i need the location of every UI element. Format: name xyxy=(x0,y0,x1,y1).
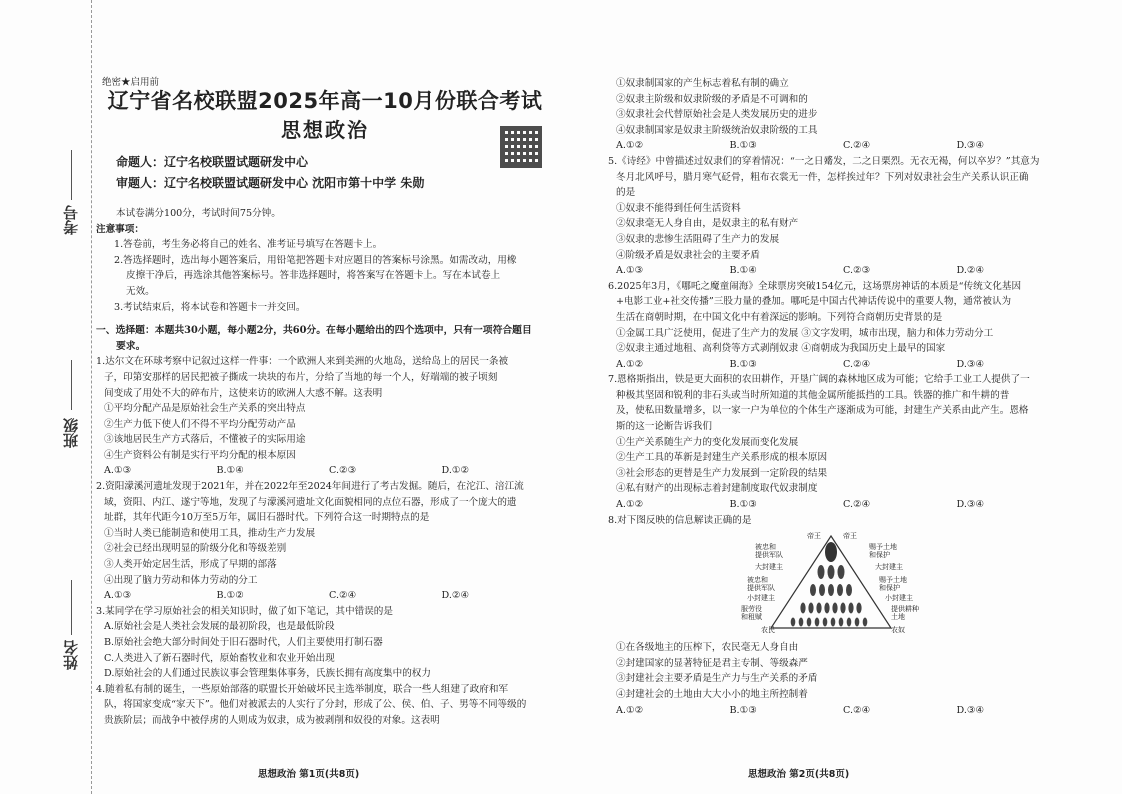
banji-label: 班级 xyxy=(62,418,80,448)
page-2 xyxy=(608,76,1070,718)
answer-choices xyxy=(608,138,1070,154)
section-heading-line: 要求。 xyxy=(116,340,146,352)
option-statement: B.原始社会绝大部分时间处于旧石器时代，人们主要使用打制石器 xyxy=(104,637,383,648)
question-line: 8.对下图反映的信息解读正确的是 xyxy=(608,514,752,526)
section-heading xyxy=(96,323,554,354)
choice-a: A.①② xyxy=(616,704,644,716)
choice-d: D.③④ xyxy=(956,358,985,370)
option-statement: ③社会形态的更替是生产力发展到一定阶段的结果 xyxy=(616,467,828,479)
answer-choices xyxy=(608,703,1070,719)
choice-d: D.②④ xyxy=(441,590,470,602)
footer-page-1: 思想政治 第1页(共8页) xyxy=(258,769,360,780)
option-statement: ①平均分配产品是原始社会生产关系的突出特点 xyxy=(104,403,306,415)
section-heading-line: 一、选择题：本题共30小题，每小题2分，共60分。在每小题给出的四个选项中，只有一项符合题目 xyxy=(96,325,532,337)
answer-choices xyxy=(608,497,1070,513)
notes-block xyxy=(96,222,554,316)
choice-d: D.③④ xyxy=(956,704,985,716)
choice-b: B.①④ xyxy=(729,265,757,277)
choice-c: C.②④ xyxy=(843,358,871,370)
answer-choices xyxy=(96,588,554,604)
choice-a: A.①③ xyxy=(616,265,644,277)
option-statement: ③人类开始定居生活，形成了早期的部落 xyxy=(104,559,277,571)
label-emperor-right: 帝王 xyxy=(843,532,857,541)
question-2 xyxy=(96,479,554,604)
option-statement: ②奴隶主阶级和奴隶阶级的矛盾是不可调和的 xyxy=(616,93,808,105)
qr-code-icon xyxy=(500,126,542,168)
question-line: 冬月北风呼号，腊月寒气砭骨，粗布衣裳无一件，怎样挨过年？下列对奴隶社会生产关系认识正确 xyxy=(616,171,1029,183)
option-statement: ①奴隶制国家的产生标志着私有制的确立 xyxy=(616,78,789,89)
label-great-lord-left: 大封建主 xyxy=(755,563,783,572)
choice-c: C.②③ xyxy=(843,265,871,277)
xingming-label: 姓名 xyxy=(62,640,80,670)
question-line: 子，印第安那样的居民把被子撕成一块块的布片，分给了当地的每一个人，好端端的被子顷刻 xyxy=(104,371,498,383)
label-land-right: 提供耕种 土地 xyxy=(891,605,919,622)
question-line: 种极其坚固和锐利的非石头或当时所知道的其他金属所能抵挡的工具。铁器的推广和牛耕的普 xyxy=(616,389,1010,401)
choice-d: D.①② xyxy=(441,465,470,477)
option-statement: ②封建国家的显著特征是君主专制、等级森严 xyxy=(616,657,808,669)
question-line: 5.《诗经》中曾描述过奴隶们的穿着情况：“一之日觱发，二之日栗烈。无衣无褐，何以卒岁？”其意为 xyxy=(608,155,1040,167)
question-4-continued xyxy=(608,76,1070,154)
question-line: 队，将国家变成“家天下”。他们对被派去的人实行了分封，形成了公、侯、伯、子、男等不同等级的 xyxy=(104,699,527,711)
label-great-lord-right: 大封建主 xyxy=(875,563,903,572)
option-statement: A.原始社会是人类社会发展的最初阶段，也是最低阶段 xyxy=(104,621,335,633)
option-statement: ②奴隶主通过地租、高利贷等方式剥削奴隶 ④商朝成为我国历史上最早的国家 xyxy=(616,343,946,355)
option-statement: ②生产力低下使人们不得不平均分配劳动产品 xyxy=(104,418,296,430)
question-5 xyxy=(608,154,1070,279)
question-line: 的是 xyxy=(616,187,636,199)
choice-c: C.②③ xyxy=(329,465,357,477)
question-line: 贵族阶层；而战争中被俘虏的人则成为奴隶，成为被剥削和奴役的对象。这表明 xyxy=(104,714,440,726)
label-small-lord-right: 小封建主 xyxy=(885,594,913,603)
question-3 xyxy=(96,604,554,682)
option-statement: ①奴隶不能得到任何生活资料 xyxy=(616,202,741,214)
option-statement: ①金属工具广泛使用，促进了生产力的发展 ③文字发明，城市出现，脑力和体力劳动分工 xyxy=(616,327,994,339)
option-statement: ②生产工具的革新是封建生产关系形成的根本原因 xyxy=(616,452,828,464)
question-line: 址群，其年代距今10万至5万年，属旧石器时代。下列符合这一时期特点的是 xyxy=(104,512,430,524)
option-statement: ④私有财产的出现标志着封建制度取代奴隶制度 xyxy=(616,483,818,495)
kaohao-line xyxy=(71,150,72,200)
label-loyalty-left-1: 被忠和 提供军队 xyxy=(755,543,783,560)
note-item: 1.答卷前，考生务必将自己的姓名、准考证号填写在答题卡上。 xyxy=(114,239,383,251)
question-1 xyxy=(96,354,554,479)
choice-d: D.③④ xyxy=(956,140,985,152)
answer-choices xyxy=(608,263,1070,279)
choice-b: B.①② xyxy=(216,590,244,602)
notes-heading: 注意事项： xyxy=(96,223,144,235)
option-statement: D.原始社会的人们通过民族议事会管理集体事务，氏族长拥有高度集中的权力 xyxy=(104,668,431,680)
choice-b: B.①③ xyxy=(729,499,757,511)
question-line: 间变成了用处不大的碎布片，这使来访的欧洲人大惑不解。这表明 xyxy=(104,387,383,399)
question-line: 6.2025年3月，《哪吒之魔童闹海》全球票房突破154亿元，这场票房神话的本质是“传统文化基因 xyxy=(608,280,1022,292)
feudal-hierarchy-diagram xyxy=(741,532,921,636)
question-line: 2.资阳濛溪河遗址发现于2021年，并在2022年至2024年间进行了考古发掘。随后，在沱江、涪江流 xyxy=(96,481,524,493)
option-statement: ①当时人类已能制造和使用工具，推动生产力发展 xyxy=(104,527,316,539)
choice-c: C.②④ xyxy=(843,140,871,152)
note-item: 无效。 xyxy=(126,285,155,297)
option-statement: ④生产资料公有制是实行平均分配的根本原因 xyxy=(104,449,296,461)
note-item: 皮擦干净后，再选涂其他答案标号。答非选择题时，将答案写在答题卡上。写在本试卷上 xyxy=(126,270,501,282)
option-statement: ④阶级矛盾是奴隶社会的主要矛盾 xyxy=(616,249,760,261)
choice-a: A.①③ xyxy=(104,590,132,602)
label-small-lord-left: 小封建主 xyxy=(747,594,775,603)
exam-info: 本试卷满分100分，考试时间75分钟。 xyxy=(116,207,281,219)
binding-dash-line xyxy=(91,0,92,794)
label-grant-right-1: 赐予土地 和保护 xyxy=(869,543,897,560)
question-8 xyxy=(608,513,1070,719)
choice-d: D.②④ xyxy=(956,265,985,277)
choice-a: A.①② xyxy=(616,358,644,370)
option-statement: ①在各级地主的压榨下，农民毫无人身自由 xyxy=(616,642,799,654)
choice-b: B.①③ xyxy=(729,140,757,152)
option-statement: ④封建社会的土地由大大小小的地主所控制着 xyxy=(616,689,808,700)
question-6 xyxy=(608,279,1070,373)
option-statement: ②社会已经出现明显的阶级分化和等级差别 xyxy=(104,543,287,555)
question-line: 斯的这一论断告诉我们 xyxy=(616,421,712,433)
xingming-line xyxy=(71,580,72,635)
choice-a: A.①③ xyxy=(104,465,132,477)
choice-a: A.①② xyxy=(616,140,644,152)
option-statement: C.人类进入了新石器时代，原始畜牧业和农业开始出现 xyxy=(104,652,335,664)
question-line: 4.随着私有制的诞生，一些原始部落的联盟长开始破坏民主选举制度，联合一些人组建了政府和军 xyxy=(96,683,509,695)
label-serf: 农奴 xyxy=(891,626,905,635)
question-4 xyxy=(96,682,554,729)
label-labor-left: 服劳役 和租赋 xyxy=(741,605,762,622)
choice-c: C.②④ xyxy=(843,499,871,511)
label-peasant: 农民 xyxy=(761,626,775,635)
question-line: 生活在商朝时期，在中国文化中有着深远的影响。下列符合商朝历史背景的是 xyxy=(616,311,943,323)
kaohao-label: 考号 xyxy=(62,205,80,235)
exam-title: 辽宁省名校联盟2025年高一10月份联合考试 xyxy=(107,88,543,113)
subject-title: 思想政治 xyxy=(281,118,369,143)
question-7 xyxy=(608,372,1070,512)
secret-mark: 绝密★启用前 xyxy=(102,77,160,88)
option-statement: ③奴隶社会代替原始社会是人类发展历史的进步 xyxy=(616,109,818,121)
option-statement: ③该地居民生产方式落后，不懂被子的实际用途 xyxy=(104,434,306,446)
note-item: 3.考试结束后，将本试卷和答题卡一并交回。 xyxy=(114,301,306,313)
banji-line xyxy=(71,360,72,410)
label-emperor-left: 帝王 xyxy=(807,532,821,541)
note-item: 2.答选择题时，选出每小题答案后，用铅笔把答题卡对应题目的答案标号涂黑。如需改动，用橡 xyxy=(114,254,517,266)
page-1 xyxy=(96,70,554,729)
answer-choices xyxy=(96,463,554,479)
option-statement: ③封建社会主要矛盾是生产力与生产关系的矛盾 xyxy=(616,673,818,685)
choice-c: C.②④ xyxy=(843,704,871,716)
question-line: 7.恩格斯指出，铁是更大面积的农田耕作，开垦广阔的森林地区成为可能；它给手工业工人提供了一 xyxy=(608,374,1030,386)
option-statement: ③奴隶的悲惨生活阻碍了生产力的发展 xyxy=(616,233,780,245)
option-statement: ④出现了脑力劳动和体力劳动的分工 xyxy=(104,574,258,586)
choice-d: D.③④ xyxy=(956,499,985,511)
choice-a: A.①② xyxy=(616,499,644,511)
choice-c: C.②④ xyxy=(329,590,357,602)
choice-b: B.①④ xyxy=(216,465,244,477)
question-line: 3.某同学在学习原始社会的相关知识时，做了如下笔记，其中错误的是 xyxy=(96,605,393,617)
label-loyalty-left-2: 被忠和 提供军队 xyxy=(747,576,775,593)
option-statement: ①生产关系随生产力的变化发展而变化发展 xyxy=(616,436,799,448)
author-line: 命题人：辽宁名校联盟试题研发中心 xyxy=(116,154,309,169)
choice-b: B.①③ xyxy=(729,704,757,716)
question-line: 及，使私田数量增多，以一家一户为单位的个体生产逐渐成为可能，封建生产关系由此产生。恩格 xyxy=(616,405,1029,417)
answer-choices xyxy=(608,357,1070,373)
choice-b: B.①③ xyxy=(729,358,757,370)
option-statement: ②奴隶毫无人身自由，是奴隶主的私有财产 xyxy=(616,218,799,230)
question-line: 1.达尔文在环球考察中记叙过这样一件事：一个欧洲人来到美洲的火地岛，送给岛上的居民一条被 xyxy=(96,356,509,368)
question-line: 域，资阳、内江、遂宁等地，发现了与濛溪河遗址文化面貌相同的点位石器，形成了一个庞大的遗 xyxy=(104,496,517,508)
reviewer-line: 审题人：辽宁名校联盟试题研发中心 沈阳市第十中学 朱勋 xyxy=(116,176,425,191)
label-grant-right-2: 赐予土地 和保护 xyxy=(879,576,907,593)
footer-page-2: 思想政治 第2页(共8页) xyxy=(748,769,850,780)
option-statement: ④奴隶制国家是奴隶主阶级统治奴隶阶级的工具 xyxy=(616,124,818,136)
question-line: +电影工业+社交传播”三股力量的叠加。哪吒是中国古代神话传说中的重要人物，通常被认为 xyxy=(616,296,1012,308)
